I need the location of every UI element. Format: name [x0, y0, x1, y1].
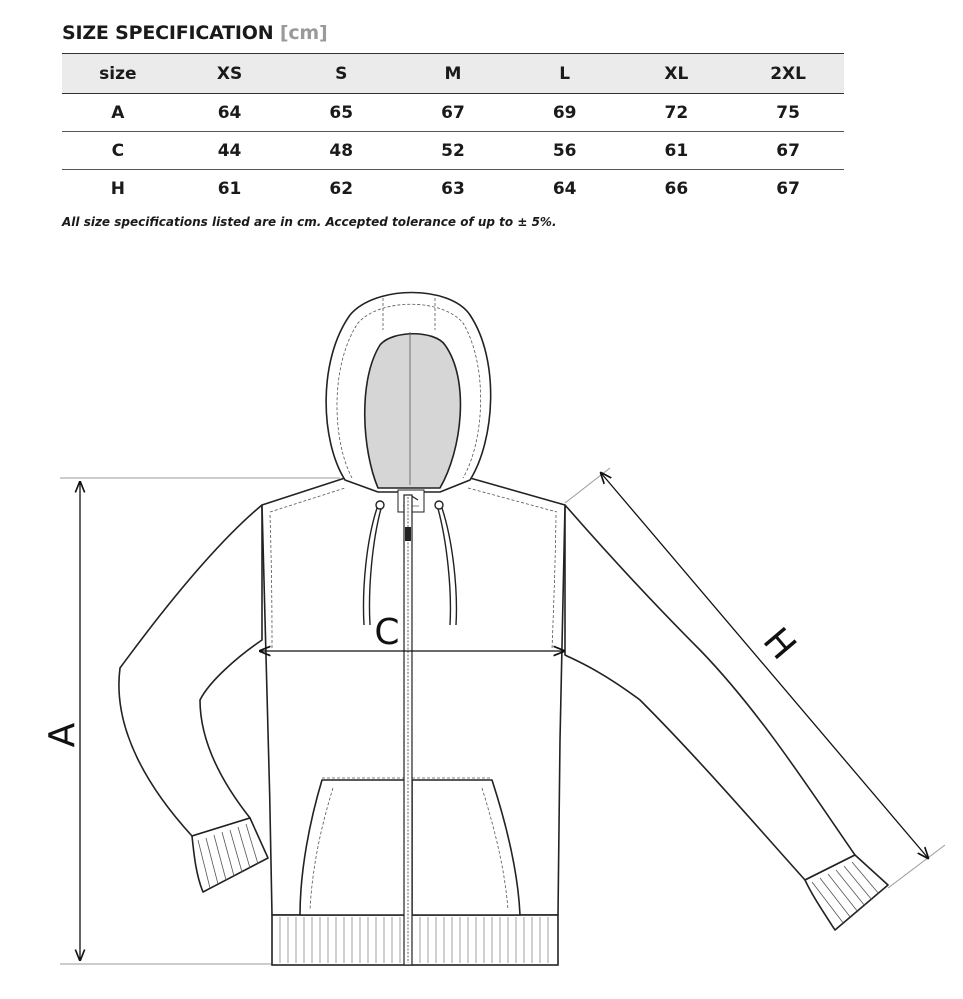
table-cell: 62 — [329, 178, 354, 199]
table-cell: 52 — [397, 132, 509, 170]
row-label: H — [110, 178, 125, 199]
waistband — [272, 915, 558, 965]
header-xs: XS — [174, 54, 286, 94]
table-cell: 63 — [441, 178, 465, 199]
title-main: SIZE SPECIFICATION — [62, 22, 274, 44]
dimension-a-label: A — [42, 722, 83, 748]
header-2xl: 2XL — [732, 54, 844, 94]
table-cell: 48 — [285, 132, 397, 170]
table-cell: 66 — [664, 178, 689, 199]
table-cell: 65 — [285, 94, 397, 132]
row-label: C — [62, 132, 174, 170]
table-cell: 56 — [509, 132, 621, 170]
row-label: A — [62, 94, 174, 132]
table-cell: 75 — [732, 94, 844, 132]
table-cell: 61 — [217, 178, 242, 199]
table-cell: 44 — [174, 132, 286, 170]
dimension-c-label: C — [374, 612, 400, 653]
dimension-h-label: H — [754, 620, 804, 668]
header-s: S — [285, 54, 397, 94]
title-unit: [cm] — [279, 22, 328, 44]
table-cell: 67 — [776, 178, 800, 199]
tolerance-note: All size specifications listed are in cm. Accepted tolerance of up to ± 5%. — [62, 215, 557, 229]
header-xl: XL — [621, 54, 733, 94]
hood — [326, 293, 491, 493]
left-sleeve — [119, 505, 268, 892]
table-cell: 67 — [397, 94, 509, 132]
table-cell: 64 — [552, 178, 577, 199]
table-cell: 67 — [732, 132, 844, 170]
right-sleeve — [565, 505, 888, 930]
table-cell: 69 — [509, 94, 621, 132]
header-size: size — [62, 54, 174, 94]
table-cell: 61 — [621, 132, 733, 170]
header-m: M — [397, 54, 509, 94]
table-cell: 72 — [621, 94, 733, 132]
table-cell: 64 — [174, 94, 286, 132]
header-l: L — [509, 54, 621, 94]
zipper — [404, 495, 412, 965]
